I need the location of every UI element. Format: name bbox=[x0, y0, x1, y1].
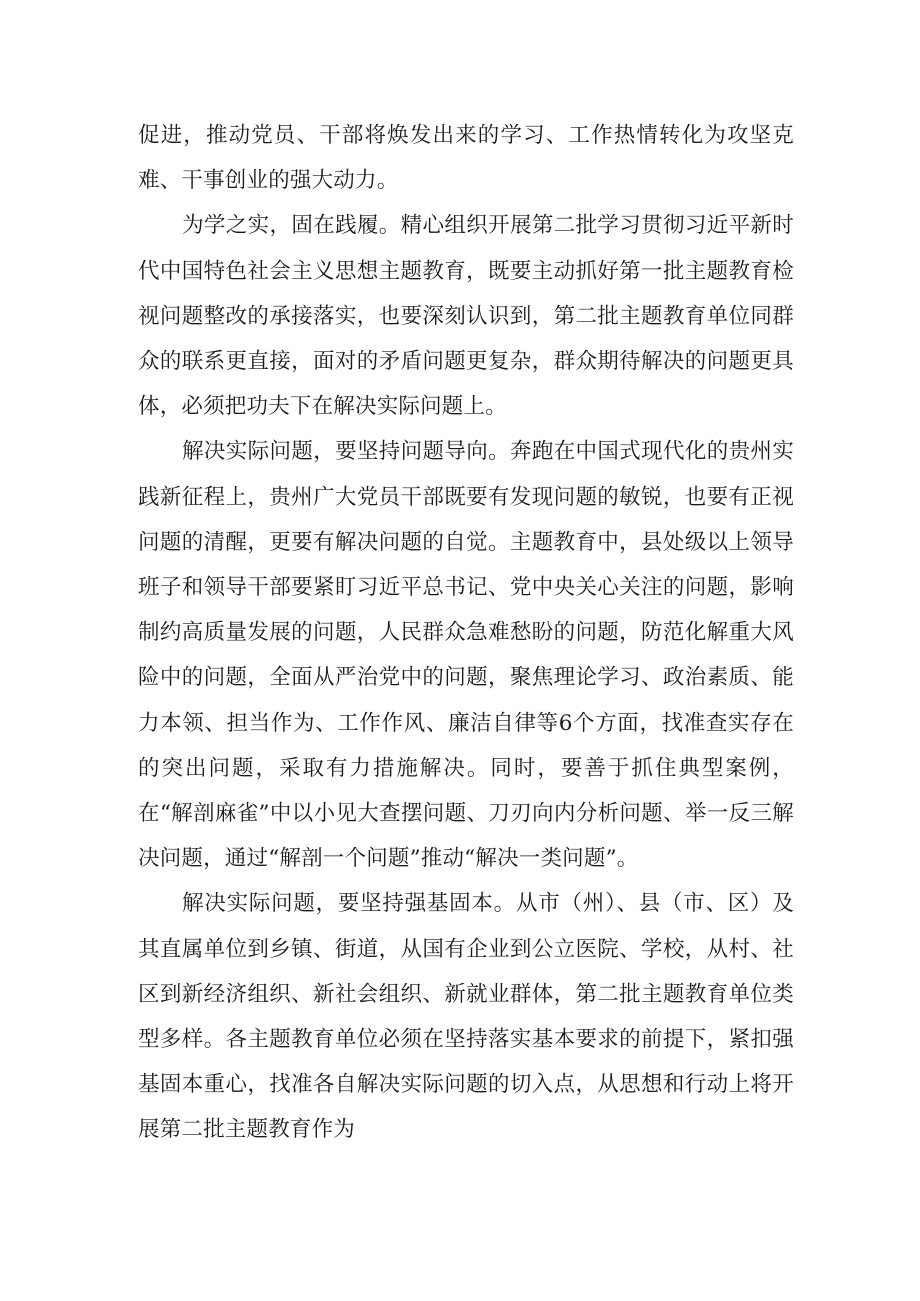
paragraph-1: 促进，推动党员、干部将焕发出来的学习、工作热情转化为攻坚克难、干事创业的强大动力。 bbox=[138, 123, 794, 194]
paragraph-3: 解决实际问题，要坚持问题导向。奔跑在中国式现代化的贵州实践新征程上，贵州广大党员干部既要有发现问题的敏锐，也要有正视问题的清醒，更要有解决问题的自觉。主题教育中，县处级以上领导班子和领导干部要紧盯习近平总书记、党中央关心关注的问题，影响制约高质量发展的问题，人民群众急难愁盼的问题，防范化解重大风险中的问题，全面从严治党中的问题，聚焦理论学习、政治素质、能力本领、担当作为、工作作风、廉洁自律等6个方面，找准查实存在的突出问题，采取有力措施解决。同时，要善于抓住典型案例，在“解剖麻雀”中以小见大查摆问题、刀刃向内分析问题、举一反三解决问题，通过“解剖一个问题”推动“解决一类问题”。 bbox=[138, 439, 794, 872]
document-body bbox=[138, 113, 794, 1153]
paragraph-4: 解决实际问题，要坚持强基固本。从市（州）、县（市、区）及其直属单位到乡镇、街道，从国有企业到公立医院、学校，从村、社区到新经济组织、新社会组织、新就业群体，第二批主题教育单位类型多样。各主题教育单位必须在坚持落实基本要求的前提下，紧扣强基固本重心，找准各自解决实际问题的切入点，从思想和行动上将开展第二批主题教育作为 bbox=[138, 891, 794, 1143]
paragraph-2: 为学之实，固在践履。精心组织开展第二批学习贯彻习近平新时代中国特色社会主义思想主题教育，既要主动抓好第一批主题教育检视问题整改的承接落实，也要深刻认识到，第二批主题教育单位同群众的联系更直接，面对的矛盾问题更复杂，群众期待解决的问题更具体，必须把功夫下在解决实际问题上。 bbox=[138, 213, 794, 420]
